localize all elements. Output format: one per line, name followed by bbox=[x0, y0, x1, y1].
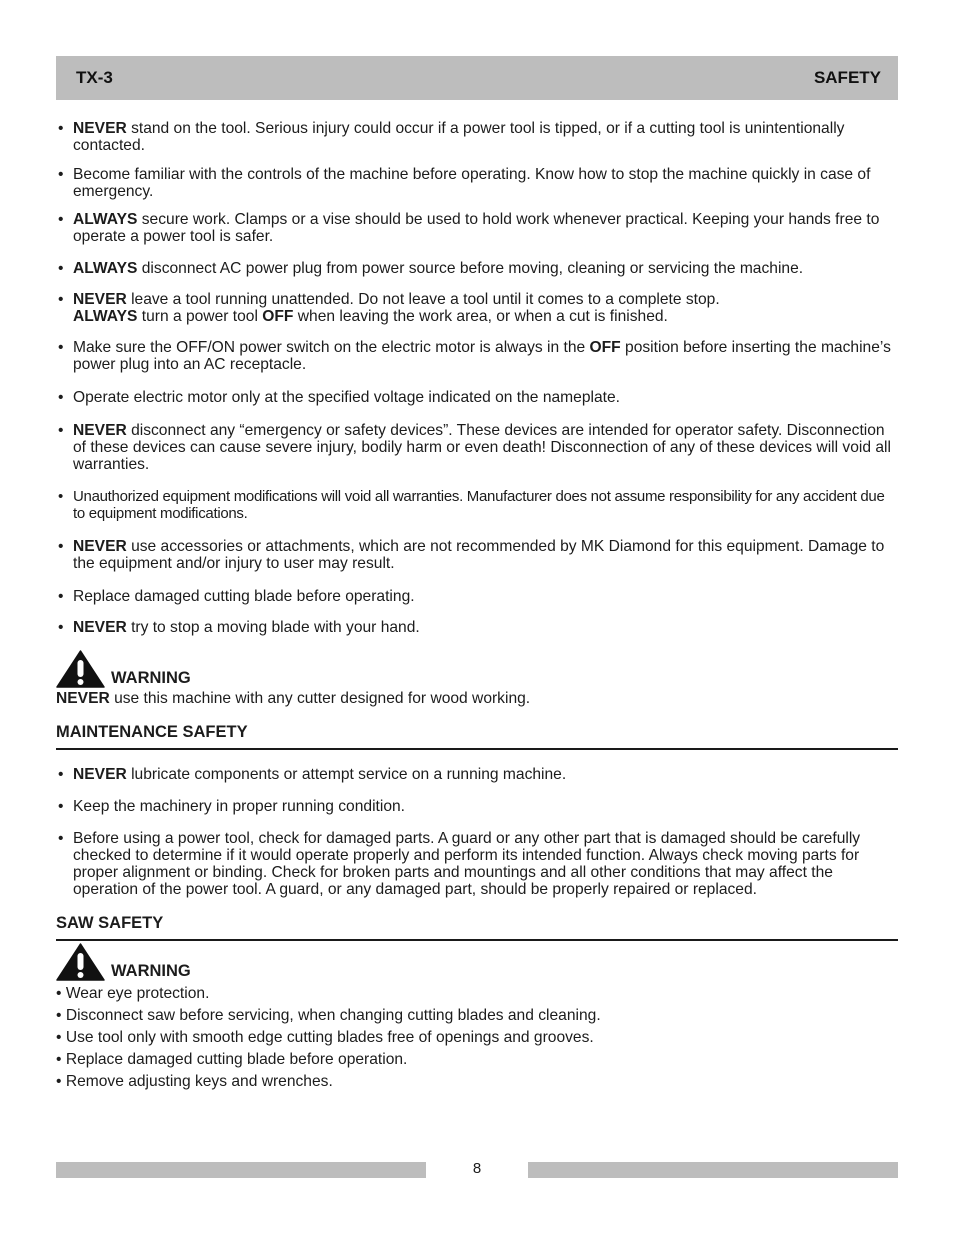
bullet-item bbox=[56, 422, 898, 473]
saw-section-title: SAW SAFETY bbox=[56, 914, 898, 941]
emphasis: NEVER bbox=[73, 291, 127, 308]
emphasis: ALWAYS bbox=[73, 211, 138, 228]
bullet-item bbox=[56, 166, 898, 200]
bullet-text: secure work. Clamps or a vise should be used to hold work whenever practical. Keeping your hands free to operate a power tool is safer. bbox=[73, 211, 880, 245]
bullet-text: Replace damaged cutting blade before operating. bbox=[73, 588, 415, 605]
section-label: SAFETY bbox=[813, 68, 881, 87]
bullet-dot: • bbox=[58, 488, 63, 505]
emphasis: NEVER bbox=[73, 538, 127, 555]
list-item bbox=[56, 1049, 898, 1071]
emphasis: NEVER bbox=[73, 120, 127, 137]
bullet-item bbox=[56, 260, 898, 277]
bullet-text: Keep the machinery in proper running condition. bbox=[73, 798, 406, 815]
bullet-item bbox=[56, 339, 898, 373]
bullet-dot: • bbox=[56, 1051, 62, 1068]
page-header bbox=[56, 56, 898, 100]
bullet-text: try to stop a moving blade with your hand. bbox=[126, 619, 420, 636]
list-item-text: Use tool only with smooth edge cutting blades free of openings and grooves. bbox=[65, 1029, 594, 1046]
bullet-dot: • bbox=[58, 798, 64, 815]
footer-bar-right bbox=[528, 1162, 898, 1178]
bullet-text: disconnect AC power plug from power source before moving, cleaning or servicing the machine. bbox=[137, 260, 804, 277]
bullet-item bbox=[56, 588, 898, 605]
list-item-text: Wear eye protection. bbox=[65, 985, 210, 1002]
bullet-text: lubricate components or attempt service on a running machine. bbox=[126, 766, 567, 783]
bullet-dot: • bbox=[58, 766, 64, 783]
warning-label: WARNING bbox=[111, 962, 191, 980]
bullet-dot: • bbox=[56, 1073, 62, 1090]
bullet-text: stand on the tool. Serious injury could occur if a power tool is tipped, or if a cutting tool is unintentionally contacted. bbox=[73, 120, 845, 154]
bullet-dot: • bbox=[58, 830, 64, 847]
bullet-text: turn a power tool bbox=[137, 308, 263, 325]
list-item bbox=[56, 1005, 898, 1027]
bullet-dot: • bbox=[58, 538, 64, 555]
bullet-text: disconnect any “emergency or safety devices”. These devices are intended for operator safety. Disconnection of these devices can cause severe injury, bodily harm or even death! Disconnection of any of these devices will void all warranties. bbox=[73, 422, 891, 473]
list-item bbox=[56, 1027, 898, 1049]
emphasis: NEVER bbox=[73, 766, 127, 783]
bullet-dot: • bbox=[58, 389, 64, 406]
bullet-item bbox=[56, 291, 898, 325]
emphasis: NEVER bbox=[73, 619, 127, 636]
bullet-dot: • bbox=[58, 422, 64, 439]
bullet-dot: • bbox=[56, 1029, 62, 1046]
bullet-item bbox=[56, 120, 898, 154]
maintenance-section-title: MAINTENANCE SAFETY bbox=[56, 723, 898, 750]
bullet-dot: • bbox=[58, 120, 64, 137]
emphasis: NEVER bbox=[56, 690, 110, 707]
bullet-text: Become familiar with the controls of the machine before operating. Know how to stop the machine quickly in case of emergency. bbox=[73, 166, 871, 200]
emphasis: NEVER bbox=[73, 422, 127, 439]
warning-triangle-icon bbox=[56, 650, 105, 688]
bullet-item bbox=[56, 211, 898, 245]
model-label: TX-3 bbox=[76, 68, 113, 87]
bullet-text: leave a tool running unattended. Do not leave a tool until it comes to a complete stop. bbox=[126, 291, 720, 308]
bullet-dot: • bbox=[58, 619, 64, 636]
bullet-item bbox=[56, 488, 898, 522]
warning-heading bbox=[56, 945, 898, 981]
emphasis: OFF bbox=[262, 308, 294, 325]
bullet-dot: • bbox=[56, 985, 62, 1002]
bullet-text: Before using a power tool, check for damaged parts. A guard or any other part that is damaged should be carefully checked to determine if it would operate properly and perform its intended function. Always check moving parts for proper alignment or binding. Check for broken parts and mountings and all other conditions that may affect the operation of the power tool. A guard, or any damaged part, should be properly repaired or replaced. bbox=[73, 830, 861, 898]
bullet-dot: • bbox=[58, 211, 64, 228]
bullet-item bbox=[56, 538, 898, 572]
emphasis: ALWAYS bbox=[73, 260, 138, 277]
list-item-text: Remove adjusting keys and wrenches. bbox=[65, 1073, 333, 1090]
bullet-item bbox=[56, 619, 898, 636]
bullet-item bbox=[56, 830, 898, 898]
warning-text bbox=[56, 690, 898, 707]
bullet-item bbox=[56, 798, 898, 815]
warning-label: WARNING bbox=[111, 669, 191, 687]
bullet-dot: • bbox=[58, 260, 64, 277]
bullet-dot: • bbox=[58, 291, 64, 308]
footer-bar-left bbox=[56, 1162, 426, 1178]
list-item bbox=[56, 1071, 898, 1093]
bullet-text: use accessories or attachments, which are not recommended by MK Diamond for this equipment. Damage to the equipment and/or injury to user may result. bbox=[73, 538, 885, 572]
page-number: 8 bbox=[472, 1160, 482, 1177]
bullet-text: Unauthorized equipment modifications will void all warranties. Manufacturer does not assume responsibility for any accident due to equipment modifications. bbox=[73, 488, 885, 522]
bullet-text: Operate electric motor only at the specified voltage indicated on the nameplate. bbox=[73, 389, 620, 406]
list-item-text: Replace damaged cutting blade before operation. bbox=[65, 1051, 408, 1068]
emphasis: OFF bbox=[589, 339, 621, 356]
bullet-text: Make sure the OFF/ON power switch on the electric motor is always in the bbox=[73, 339, 590, 356]
bullet-text: position before inserting the machine’s power plug into an AC receptacle. bbox=[73, 339, 891, 373]
bullet-item bbox=[56, 766, 898, 783]
bullet-dot: • bbox=[56, 1007, 62, 1024]
warning-body: use this machine with any cutter designed for wood working. bbox=[109, 690, 531, 707]
bullet-dot: • bbox=[58, 166, 64, 183]
bullet-item bbox=[56, 389, 898, 406]
warning-heading bbox=[56, 652, 898, 688]
list-item-text: Disconnect saw before servicing, when changing cutting blades and cleaning. bbox=[65, 1007, 601, 1024]
warning-triangle-icon bbox=[56, 943, 105, 981]
list-item bbox=[56, 983, 898, 1005]
bullet-text: when leaving the work area, or when a cut is finished. bbox=[293, 308, 668, 325]
bullet-dot: • bbox=[58, 588, 64, 605]
emphasis: ALWAYS bbox=[73, 308, 138, 325]
saw-warning-list bbox=[56, 983, 898, 1093]
page-content bbox=[56, 120, 898, 1093]
bullet-dot: • bbox=[58, 339, 64, 356]
